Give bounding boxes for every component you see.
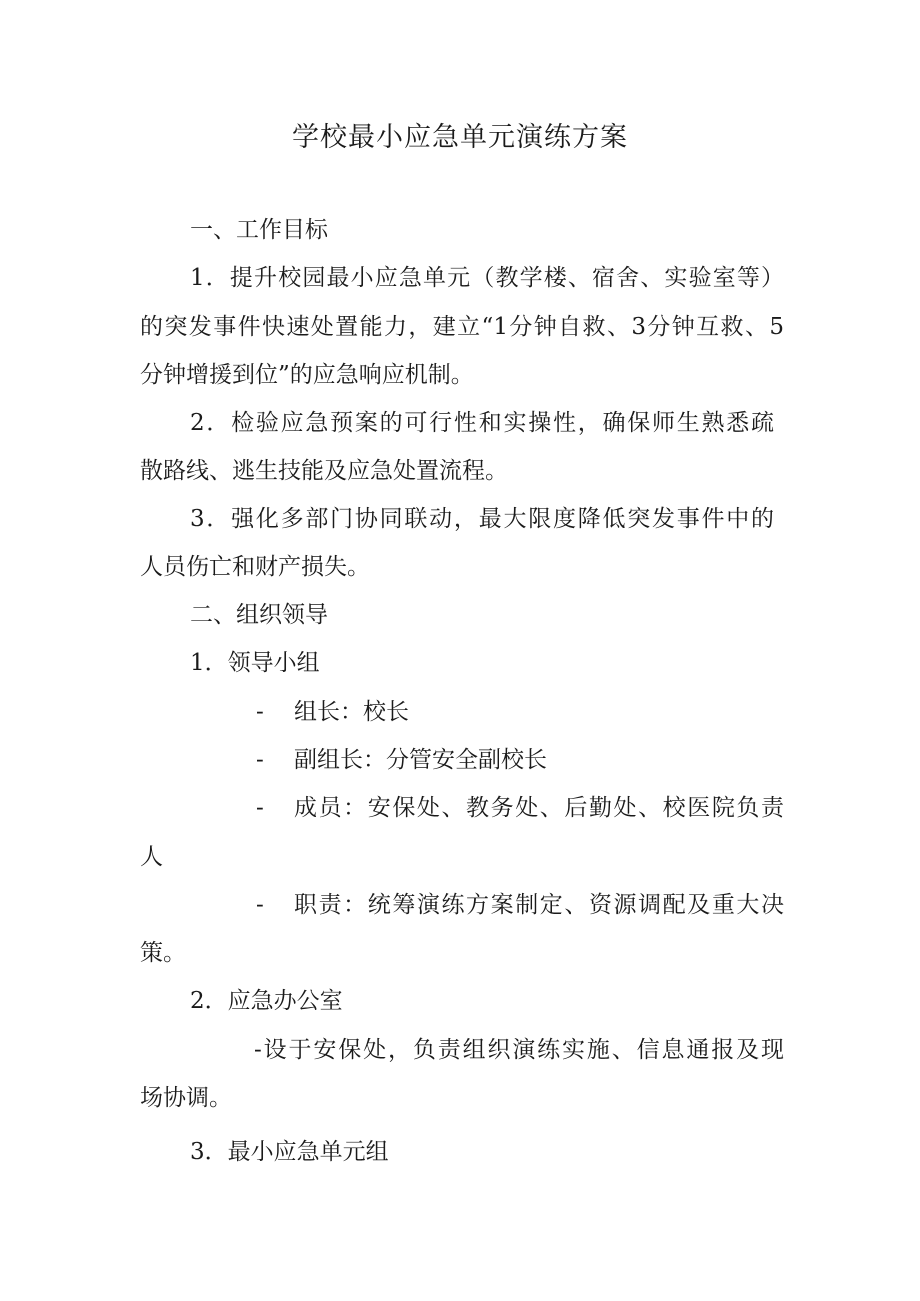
list-bullet: - bbox=[256, 699, 264, 725]
goal-2-line-1: 2．检验应急预案的可行性和实操性，确保师生熟悉疏 bbox=[190, 410, 774, 436]
members-item-line-2: 人 bbox=[140, 844, 163, 870]
goal-3-line-1: 3．强化多部门协同联动，最大限度降低突发事件中的 bbox=[190, 506, 774, 532]
document-title: 学校最小应急单元演练方案 bbox=[292, 122, 628, 153]
list-bullet: - bbox=[256, 747, 264, 773]
members-item-line-1: 成员：安保处、教务处、后勤处、校医院负责 bbox=[294, 795, 784, 821]
emergency-office-desc-line-1: -设于安保处，负责组织演练实施、信息通报及现 bbox=[254, 1037, 784, 1063]
section-heading-organization: 二、组织领导 bbox=[190, 602, 328, 628]
leader-item: 组长：校长 bbox=[294, 699, 409, 725]
emergency-office-heading: 2．应急办公室 bbox=[190, 988, 343, 1014]
goal-1-line-2: 的突发事件快速处置能力，建立“1分钟自救、3分钟互救、5 bbox=[140, 314, 784, 340]
leadership-group-heading: 1．领导小组 bbox=[190, 650, 320, 676]
section-heading-goals: 一、工作目标 bbox=[190, 217, 328, 243]
deputy-leader-item: 副组长：分管安全副校长 bbox=[294, 747, 547, 773]
list-bullet: - bbox=[256, 795, 264, 821]
duty-item-line-1: 职责：统筹演练方案制定、资源调配及重大决 bbox=[294, 892, 784, 918]
emergency-office-desc-line-2: 场协调。 bbox=[140, 1085, 232, 1111]
goal-2-line-2: 散路线、逃生技能及应急处置流程。 bbox=[140, 458, 508, 484]
goal-3-line-2: 人员伤亡和财产损失。 bbox=[140, 554, 370, 580]
goal-1-line-3: 分钟增援到位”的应急响应机制。 bbox=[140, 362, 474, 388]
goal-1-line-1: 1．提升校园最小应急单元（教学楼、宿舍、实验室等） bbox=[190, 265, 784, 291]
minimum-unit-group-heading: 3．最小应急单元组 bbox=[190, 1139, 389, 1165]
duty-item-line-2: 策。 bbox=[140, 940, 186, 966]
list-bullet: - bbox=[256, 892, 264, 918]
